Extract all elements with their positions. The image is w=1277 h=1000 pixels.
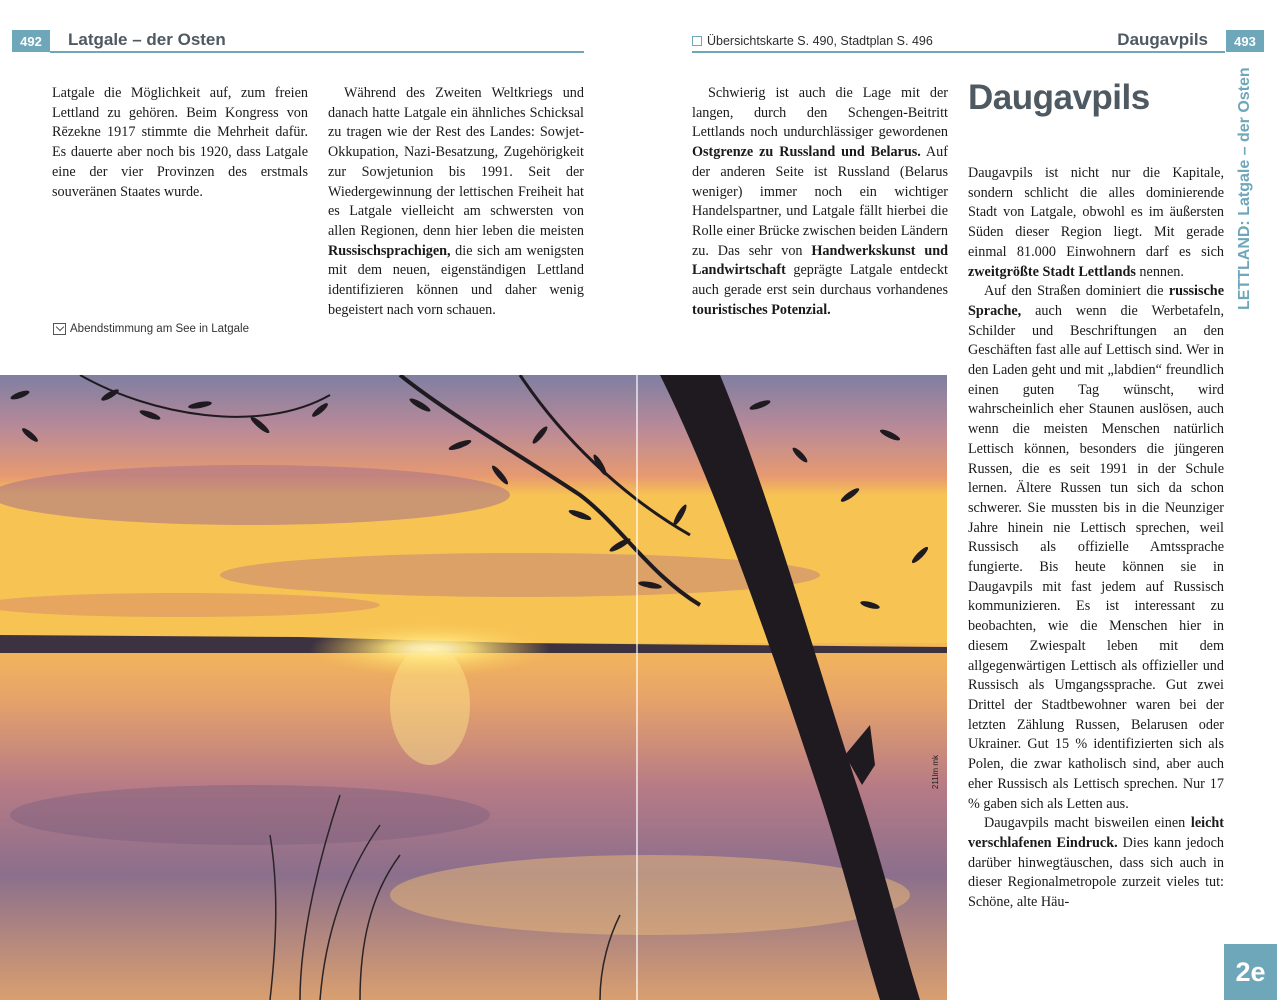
bold-text: Ostgrenze zu Russland und Belarus.: [692, 144, 921, 161]
page-number-left: 492: [12, 30, 50, 52]
photo-caption: [53, 323, 249, 335]
bold-text: leicht verschlafenen Eindruck.: [968, 815, 1224, 851]
side-tab: [1234, 67, 1258, 310]
text-run: Auf den Straßen dominiert die: [984, 283, 1169, 300]
text-run: Schwierig ist auch die Lage mit der langen, durch den Schengen-Beitritt Lettlands noch undurchlässiger gewordenen: [692, 85, 948, 141]
sunset-lake-photo: [0, 375, 947, 1000]
text-run: die sich am wenigsten mit dem neuen, eigenständigen Lettland identifizieren können und daher wenig begeistert nach vorn schauen.: [328, 242, 584, 318]
text-run: auch wenn die Werbetafeln, Schilder und Beschriftungen an den Geschäften fast alle auf Lettisch sind. Wer in den Laden geht und mit „labdien“ freundlich einen guten Tag wünscht, wird wahrscheinlich eher Staunen auslösen, auch wenn die meisten Menschen natürlich Lettisch können, besonders die jüngeren Russen, die es seit 1991 in der Schule lernen. Ältere Russen tun sich da schon schwerer. Sie mussten bis in die Neunziger Jahre hinein nie Lettisch sprechen, weil Russisch als offizielle Amtssprache fungierte. Bis heute können sie in Daugavpils mit fast jedem auf Russisch kommunizieren. Es ist interessant zu beobachten, wie die Menschen hier in diesem Zwiespalt leben mit dem allgegenwärtigen Lettisch als offizieller und Russisch als Umgangssprache. Gut zwei Drittel der Stadtbewohner waren bei der letzten Zählung Russen, Belarusen oder Ukrainer. Gut 15 % identifizierten sich als Polen, die zwar katholisch sind, aber auch eher Russisch als Lettisch sprechen. Nur 17 % gaben sich als Letten aus.: [968, 302, 1224, 812]
photo-credit: 211lm mk: [931, 755, 940, 790]
text-run: Auf der anderen Seite ist Russland (Belarus weniger) immer noch ein wichtiger Handelspartner, und Latgale fällt hierbei die Rolle einer Brücke zwischen beiden Ländern zu. Das sehr von: [692, 144, 948, 259]
text-run: Daugavpils macht bisweilen einen: [984, 815, 1191, 832]
paragraph: [968, 282, 1224, 814]
photo-illustration: [0, 375, 947, 1000]
bold-text: touristisches Potenzial.: [692, 301, 831, 318]
cross-reference[interactable]: [692, 34, 933, 48]
paragraph: Latgale die Möglichkeit auf, zum freien Lettland zu gehören. Beim Kongress von Rēzekne 1917 stimmte die Mehrheit dafür. Es dauerte aber noch bis 1920, dass Latgale eine der vier Provinzen des erstmals souveränen Staates wurde.: [52, 85, 308, 200]
text-run: Dies kann jedoch darüber hinwegtäuschen, dass sich auch in dieser Regionalmetropole zurzeit vieles tut: Schöne, alte Häu-: [968, 834, 1225, 911]
running-title-left: Latgale – der Osten: [68, 30, 226, 49]
text-column-1: [52, 84, 308, 202]
text-run: Während des Zweiten Weltkriegs und danach hatte Latgale ein ähnliches Schicksal zu tragen wie der Rest des Landes: Sowjet-Okkupation, Nazi-Besatzung, Zugehörigkeit zur Sowjetunion bis 1991. Seit der Wiedergewinnung der lettischen Freiheit hat es Latgale vielleicht am schwersten von allen Regionen, denn hier leben die meisten: [328, 85, 584, 239]
bold-text: russische Sprache,: [968, 283, 1224, 319]
bold-text: Russischsprachigen,: [328, 242, 451, 259]
header-rule-left: [50, 51, 584, 53]
cross-reference-text: Übersichtskarte S. 490, Stadtplan S. 496: [707, 34, 933, 48]
text-run: geprägte Latgale entdeckt auch gerade erst sein durchaus vorhandenes: [692, 262, 948, 299]
text-run: Daugavpils ist nicht nur die Kapitale, sondern schlicht die alles dominierende Stadt von Latgale, obwohl es im äußersten Süden dieser Region liegt. Mit gerade einmal 81.000 Einwohnern darf es sich: [968, 165, 1224, 260]
bold-text: zweitgrößte Stadt Lettlands: [968, 263, 1136, 280]
text-run: nennen.: [1135, 263, 1184, 280]
section-headline: Daugavpils: [968, 78, 1150, 117]
chevron-down-icon: [53, 323, 66, 335]
bold-text: Handwerkskunst und Landwirtschaft: [692, 242, 949, 279]
text-column-3: [692, 84, 948, 320]
running-title-right: Daugavpils: [1117, 30, 1208, 49]
paragraph: [328, 84, 584, 320]
page-number-right: 493: [1226, 30, 1264, 52]
paragraph: [692, 84, 948, 320]
header-rule-right: [692, 51, 1225, 53]
side-tab-text: LETTLAND: Latgale – der Osten: [1236, 67, 1253, 310]
chapter-tab: 2e: [1224, 944, 1277, 1000]
paragraph: [968, 164, 1224, 282]
paragraph: [968, 814, 1224, 913]
caption-text: Abendstimmung am See in Latgale: [70, 323, 249, 335]
text-column-4: [968, 164, 1224, 913]
text-column-2: [328, 84, 584, 320]
square-icon: [692, 36, 702, 46]
